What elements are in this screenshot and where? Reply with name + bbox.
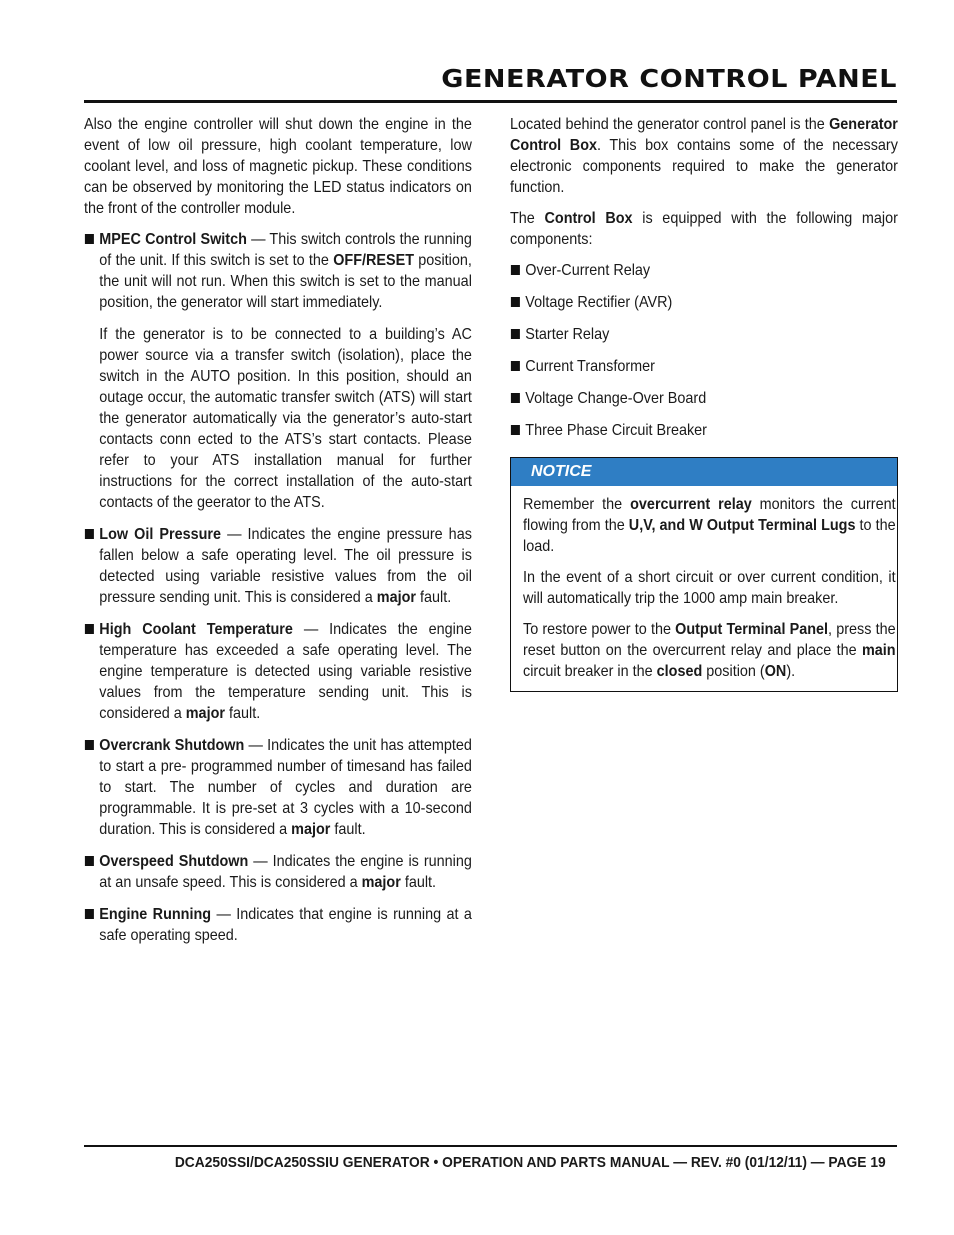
n3-output-terminal-panel: Output Terminal Panel: [675, 621, 829, 638]
square-bullet-icon: [511, 329, 520, 339]
component-label: Three Phase Circuit Breaker: [525, 422, 707, 439]
low-oil-desc-1: — Indicates the engine pressure has fallen below a safe operating level. The oil pressure is detected using variable resistive values from the oil pressure sending unit. This is considered a: [99, 526, 472, 606]
bullet-engine-running: [84, 904, 472, 946]
square-bullet-icon: [85, 529, 94, 539]
coolant-major: major: [185, 705, 225, 722]
footer-rule: [84, 1145, 897, 1147]
square-bullet-icon: [511, 393, 520, 403]
page-title: GENERATOR CONTROL PANEL: [441, 64, 897, 93]
coolant-desc-2: fault.: [224, 705, 261, 722]
term-coolant: High Coolant Temperature: [99, 621, 293, 638]
control-box-intro: [510, 114, 898, 198]
n3-closed: closed: [656, 663, 703, 680]
n3-text-2: , press the reset button on the overcurrent relay and place the: [523, 621, 896, 659]
square-bullet-icon: [511, 361, 520, 371]
right-column: [510, 114, 898, 452]
overcrank-desc-1: — Indicates the unit has attempted to start a pre- programmed number of timesand has failed to start. The number of cycles and duration are programmable. It is pre-set at 3 cycles with a 10-second duration. This is considered a: [99, 737, 472, 838]
mpec-desc-1: — This switch controls the running of the unit. If this switch is set to the: [99, 231, 472, 269]
overcrank-text: [99, 735, 472, 840]
n3-text-5: ).: [786, 663, 796, 680]
notice-paragraph-3: [523, 619, 896, 682]
square-bullet-icon: [511, 265, 520, 275]
p2-text-2: is equipped with the following major components:: [510, 210, 898, 248]
overspeed-major: major: [361, 874, 401, 891]
square-bullet-icon: [85, 856, 94, 866]
n3-text-1: To restore power to the: [523, 621, 676, 638]
overcrank-major: major: [291, 821, 331, 838]
left-column: [84, 114, 472, 957]
square-bullet-icon: [85, 909, 94, 919]
p2-text-1: The: [510, 210, 545, 227]
coolant-text: [99, 619, 472, 724]
n1-text-1: Remember the: [523, 496, 631, 513]
square-bullet-icon: [85, 234, 94, 244]
term-mpec: MPEC Control Switch: [99, 231, 247, 248]
list-item: [510, 292, 898, 313]
bullet-high-coolant-temperature: [84, 619, 472, 724]
low-oil-text: [99, 524, 472, 608]
term-overspeed: Overspeed Shutdown: [99, 853, 249, 870]
n1-output-lugs: U,V, and W Output Terminal Lugs: [628, 517, 856, 534]
square-bullet-icon: [85, 624, 94, 634]
control-box-components-intro: [510, 208, 898, 250]
list-item: [510, 420, 898, 441]
n3-text-3: circuit breaker in the: [523, 663, 657, 680]
notice-paragraph-1: [523, 494, 896, 557]
term-overcrank: Overcrank Shutdown: [99, 737, 245, 754]
list-item: [510, 324, 898, 345]
p2-control-box: Control Box: [544, 210, 633, 227]
page-footer: DCA250SSI/DCA250SSIU GENERATOR • OPERATION AND PARTS MANUAL — REV. #0 (01/12/11) — PAGE 19: [175, 1154, 886, 1171]
low-oil-desc-2: fault.: [416, 589, 452, 606]
list-item: [510, 260, 898, 281]
intro-paragraph: Also the engine controller will shut down the engine in the event of low oil pressure, high coolant temperature, low coolant level, and loss of magnetic pickup. These conditions can be observed by monitoring the LED status indicators on the front of the controller module.: [84, 116, 472, 217]
n3-main: main: [861, 642, 896, 659]
n3-on: ON: [764, 663, 787, 680]
p1-text-1: Located behind the generator control panel is the: [510, 116, 830, 133]
component-label: Voltage Change-Over Board: [525, 390, 707, 407]
mpec-desc-2: position, the unit will not run. When this switch is set to the manual position, the generator will start immediately.: [99, 252, 472, 311]
component-label: Voltage Rectifier (AVR): [525, 294, 673, 311]
mpec-text: [99, 229, 472, 313]
n3-text-4: position (: [702, 663, 765, 680]
overspeed-desc-1: — Indicates the engine is running at an unsafe speed. This is considered a: [99, 853, 472, 891]
overspeed-desc-2: fault.: [400, 874, 437, 891]
running-text: [99, 904, 472, 946]
notice-body: [523, 494, 896, 692]
bullet-low-oil-pressure: [84, 524, 472, 608]
mpec-ats-paragraph: If the generator is to be connected to a building’s AC power source via a transfer switch (isolation), place the switch in the AUTO position. In this position, should an outage occur, the automatic transfer switch (ATS) will start the generator automatically via the generator’s auto-start contacts conn ected to the ATS’s start contacts. Please refer to your ATS installation manual for further instructions for the correct installation of the auto-start contacts of the geerator to the ATS.: [99, 326, 472, 511]
component-label: Starter Relay: [525, 326, 610, 343]
components-list: [510, 260, 898, 441]
component-label: Over-Current Relay: [525, 262, 651, 279]
n1-text-3: to the load.: [523, 517, 896, 555]
coolant-desc-1: — Indicates the engine temperature has exceeded a safe operating level. The engine temperature is detected using variable resistive values from the temperature sending unit. This is considered a: [99, 621, 472, 722]
running-desc: — Indicates that engine is running at a safe operating speed.: [99, 906, 472, 944]
n1-overcurrent-relay: overcurrent relay: [630, 496, 752, 513]
overcrank-desc-2: fault.: [330, 821, 366, 838]
p1-text-2: . This box contains some of the necessary electronic components required to make the generator function.: [510, 137, 898, 196]
bullet-overcrank-shutdown: [84, 735, 472, 840]
list-item: [510, 356, 898, 377]
component-label: Current Transformer: [525, 358, 655, 375]
mpec-off-reset: OFF/RESET: [333, 252, 415, 269]
notice-header: NOTICE: [511, 458, 897, 486]
list-item: [510, 388, 898, 409]
bullet-overspeed-shutdown: [84, 851, 472, 893]
overspeed-text: [99, 851, 472, 893]
term-running: Engine Running: [99, 906, 212, 923]
term-low-oil: Low Oil Pressure: [99, 526, 222, 543]
bullet-mpec-control-switch: [84, 229, 472, 513]
header-rule: [84, 100, 897, 103]
low-oil-major: major: [376, 589, 417, 606]
square-bullet-icon: [511, 297, 520, 307]
square-bullet-icon: [85, 740, 94, 750]
square-bullet-icon: [511, 425, 520, 435]
n1-text-2: monitors the current flowing from the: [523, 496, 896, 534]
notice-paragraph-2: In the event of a short circuit or over current condition, it will automatically trip the 1000 amp main breaker.: [523, 569, 896, 607]
notice-box: [510, 457, 898, 692]
p1-generator-control-box: Generator Control Box: [510, 116, 898, 154]
